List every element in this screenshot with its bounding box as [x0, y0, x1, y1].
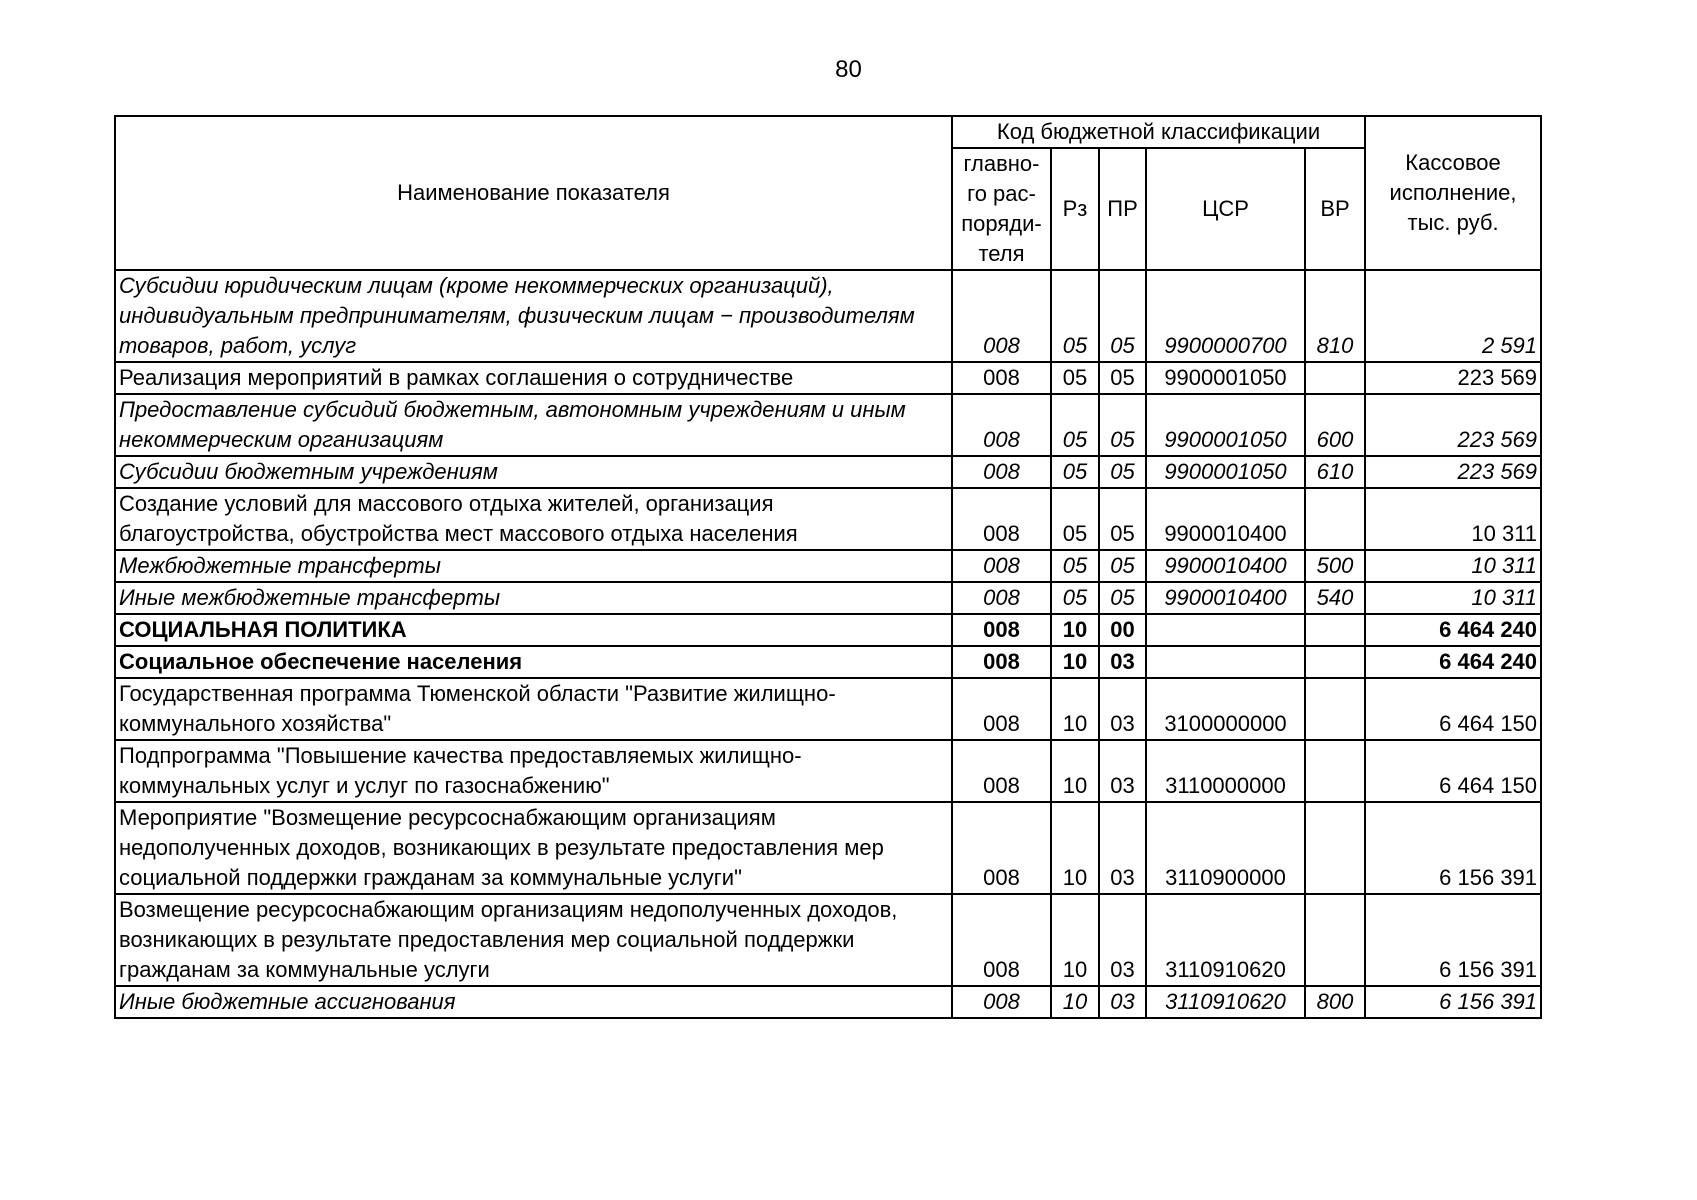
cell-name: СОЦИАЛЬНАЯ ПОЛИТИКА [115, 614, 952, 646]
cell-vr: 500 [1305, 550, 1365, 582]
header-main-manager: главно-го рас-поряди-теля [952, 148, 1051, 270]
cell-amount: 10 311 [1365, 582, 1541, 614]
cell-amount: 6 156 391 [1365, 894, 1541, 986]
cell-csr: 3110910620 [1146, 986, 1305, 1018]
cell-pr: 00 [1099, 614, 1146, 646]
cell-amount: 6 156 391 [1365, 986, 1541, 1018]
cell-name: Государственная программа Тюменской области "Развитие жилищно-коммунального хозяйства" [115, 678, 952, 740]
cell-name: Реализация мероприятий в рамках соглашения о сотрудничестве [115, 362, 952, 394]
table-row [115, 986, 1541, 1018]
cell-main-manager: 008 [952, 270, 1051, 362]
cell-main-manager: 008 [952, 456, 1051, 488]
cell-csr: 9900001050 [1146, 456, 1305, 488]
cell-amount: 2 591 [1365, 270, 1541, 362]
cell-pr: 05 [1099, 550, 1146, 582]
table-row [115, 582, 1541, 614]
cell-main-manager: 008 [952, 582, 1051, 614]
cell-name: Возмещение ресурсоснабжающим организациям недополученных доходов, возникающих в результате предоставления мер социальной поддержки гражданам за коммунальные услуги [115, 894, 952, 986]
cell-vr [1305, 614, 1365, 646]
cell-pr: 05 [1099, 362, 1146, 394]
cell-name: Иные межбюджетные трансферты [115, 582, 952, 614]
cell-csr: 9900010400 [1146, 582, 1305, 614]
table-row [115, 270, 1541, 362]
cell-rz: 05 [1051, 488, 1099, 550]
cell-rz: 10 [1051, 894, 1099, 986]
table-row [115, 394, 1541, 456]
cell-vr: 600 [1305, 394, 1365, 456]
cell-amount: 6 156 391 [1365, 802, 1541, 894]
cell-rz: 05 [1051, 270, 1099, 362]
cell-vr [1305, 488, 1365, 550]
cell-pr: 03 [1099, 894, 1146, 986]
cell-pr: 03 [1099, 802, 1146, 894]
budget-table [114, 115, 1542, 1019]
cell-amount: 223 569 [1365, 456, 1541, 488]
cell-main-manager: 008 [952, 362, 1051, 394]
cell-main-manager: 008 [952, 986, 1051, 1018]
table-body [115, 270, 1541, 1018]
cell-csr [1146, 646, 1305, 678]
table-row [115, 362, 1541, 394]
cell-csr: 3110000000 [1146, 740, 1305, 802]
cell-vr [1305, 362, 1365, 394]
cell-amount: 6 464 150 [1365, 678, 1541, 740]
table-row [115, 646, 1541, 678]
header-rz: Рз [1051, 148, 1099, 270]
cell-main-manager: 008 [952, 488, 1051, 550]
table-row [115, 488, 1541, 550]
cell-main-manager: 008 [952, 740, 1051, 802]
cell-pr: 05 [1099, 270, 1146, 362]
cell-amount: 10 311 [1365, 488, 1541, 550]
cell-vr [1305, 646, 1365, 678]
cell-csr: 3110900000 [1146, 802, 1305, 894]
cell-rz: 05 [1051, 456, 1099, 488]
cell-rz: 10 [1051, 678, 1099, 740]
table-row [115, 456, 1541, 488]
cell-rz: 10 [1051, 986, 1099, 1018]
cell-name: Создание условий для массового отдыха жителей, организация благоустройства, обустройства мест массового отдыха населения [115, 488, 952, 550]
cell-vr: 810 [1305, 270, 1365, 362]
cell-amount: 10 311 [1365, 550, 1541, 582]
cell-csr: 9900001050 [1146, 362, 1305, 394]
header-code-group: Код бюджетной классификации [952, 116, 1365, 148]
header-amount: Кассовое исполнение, тыс. руб. [1365, 116, 1541, 270]
cell-amount: 6 464 240 [1365, 614, 1541, 646]
cell-csr: 9900010400 [1146, 488, 1305, 550]
cell-main-manager: 008 [952, 802, 1051, 894]
cell-amount: 6 464 240 [1365, 646, 1541, 678]
cell-pr: 03 [1099, 646, 1146, 678]
cell-name: Субсидии юридическим лицам (кроме некоммерческих организаций), индивидуальным предпринимателям, физическим лицам − производителям товаров, работ, услуг [115, 270, 952, 362]
header-pr: ПР [1099, 148, 1146, 270]
cell-pr: 03 [1099, 740, 1146, 802]
cell-name: Подпрограмма "Повышение качества предоставляемых жилищно-коммунальных услуг и услуг по газоснабжению" [115, 740, 952, 802]
cell-vr [1305, 894, 1365, 986]
cell-rz: 05 [1051, 362, 1099, 394]
cell-name: Социальное обеспечение населения [115, 646, 952, 678]
cell-csr: 9900001050 [1146, 394, 1305, 456]
cell-csr: 3110910620 [1146, 894, 1305, 986]
cell-amount: 223 569 [1365, 362, 1541, 394]
table-row [115, 550, 1541, 582]
cell-name: Межбюджетные трансферты [115, 550, 952, 582]
cell-name: Предоставление субсидий бюджетным, автономным учреждениям и иным некоммерческим организациям [115, 394, 952, 456]
cell-pr: 03 [1099, 678, 1146, 740]
cell-rz: 05 [1051, 550, 1099, 582]
cell-rz: 10 [1051, 614, 1099, 646]
table-row [115, 614, 1541, 646]
cell-name: Иные бюджетные ассигнования [115, 986, 952, 1018]
cell-csr: 3100000000 [1146, 678, 1305, 740]
cell-csr: 9900000700 [1146, 270, 1305, 362]
cell-pr: 05 [1099, 582, 1146, 614]
cell-amount: 6 464 150 [1365, 740, 1541, 802]
table-row [115, 678, 1541, 740]
cell-rz: 10 [1051, 740, 1099, 802]
table-row [115, 894, 1541, 986]
cell-rz: 10 [1051, 802, 1099, 894]
cell-pr: 03 [1099, 986, 1146, 1018]
cell-vr: 610 [1305, 456, 1365, 488]
cell-name: Субсидии бюджетным учреждениям [115, 456, 952, 488]
cell-rz: 10 [1051, 646, 1099, 678]
cell-pr: 05 [1099, 456, 1146, 488]
cell-amount: 223 569 [1365, 394, 1541, 456]
cell-rz: 05 [1051, 394, 1099, 456]
table-row [115, 802, 1541, 894]
cell-vr [1305, 740, 1365, 802]
cell-main-manager: 008 [952, 550, 1051, 582]
cell-main-manager: 008 [952, 678, 1051, 740]
page-number: 80 [835, 56, 862, 83]
cell-name: Мероприятие "Возмещение ресурсоснабжающим организациям недополученных доходов, возникающих в результате предоставления мер социальной поддержки гражданам за коммунальные услуги" [115, 802, 952, 894]
cell-vr: 540 [1305, 582, 1365, 614]
cell-pr: 05 [1099, 394, 1146, 456]
header-vr: ВР [1305, 148, 1365, 270]
cell-vr: 800 [1305, 986, 1365, 1018]
header-csr: ЦСР [1146, 148, 1305, 270]
cell-rz: 05 [1051, 582, 1099, 614]
cell-main-manager: 008 [952, 394, 1051, 456]
cell-main-manager: 008 [952, 614, 1051, 646]
cell-main-manager: 008 [952, 894, 1051, 986]
cell-csr [1146, 614, 1305, 646]
table-row [115, 740, 1541, 802]
cell-vr [1305, 678, 1365, 740]
cell-pr: 05 [1099, 488, 1146, 550]
header-name: Наименование показателя [115, 116, 952, 270]
cell-main-manager: 008 [952, 646, 1051, 678]
table-header [115, 116, 1541, 270]
cell-vr [1305, 802, 1365, 894]
cell-csr: 9900010400 [1146, 550, 1305, 582]
